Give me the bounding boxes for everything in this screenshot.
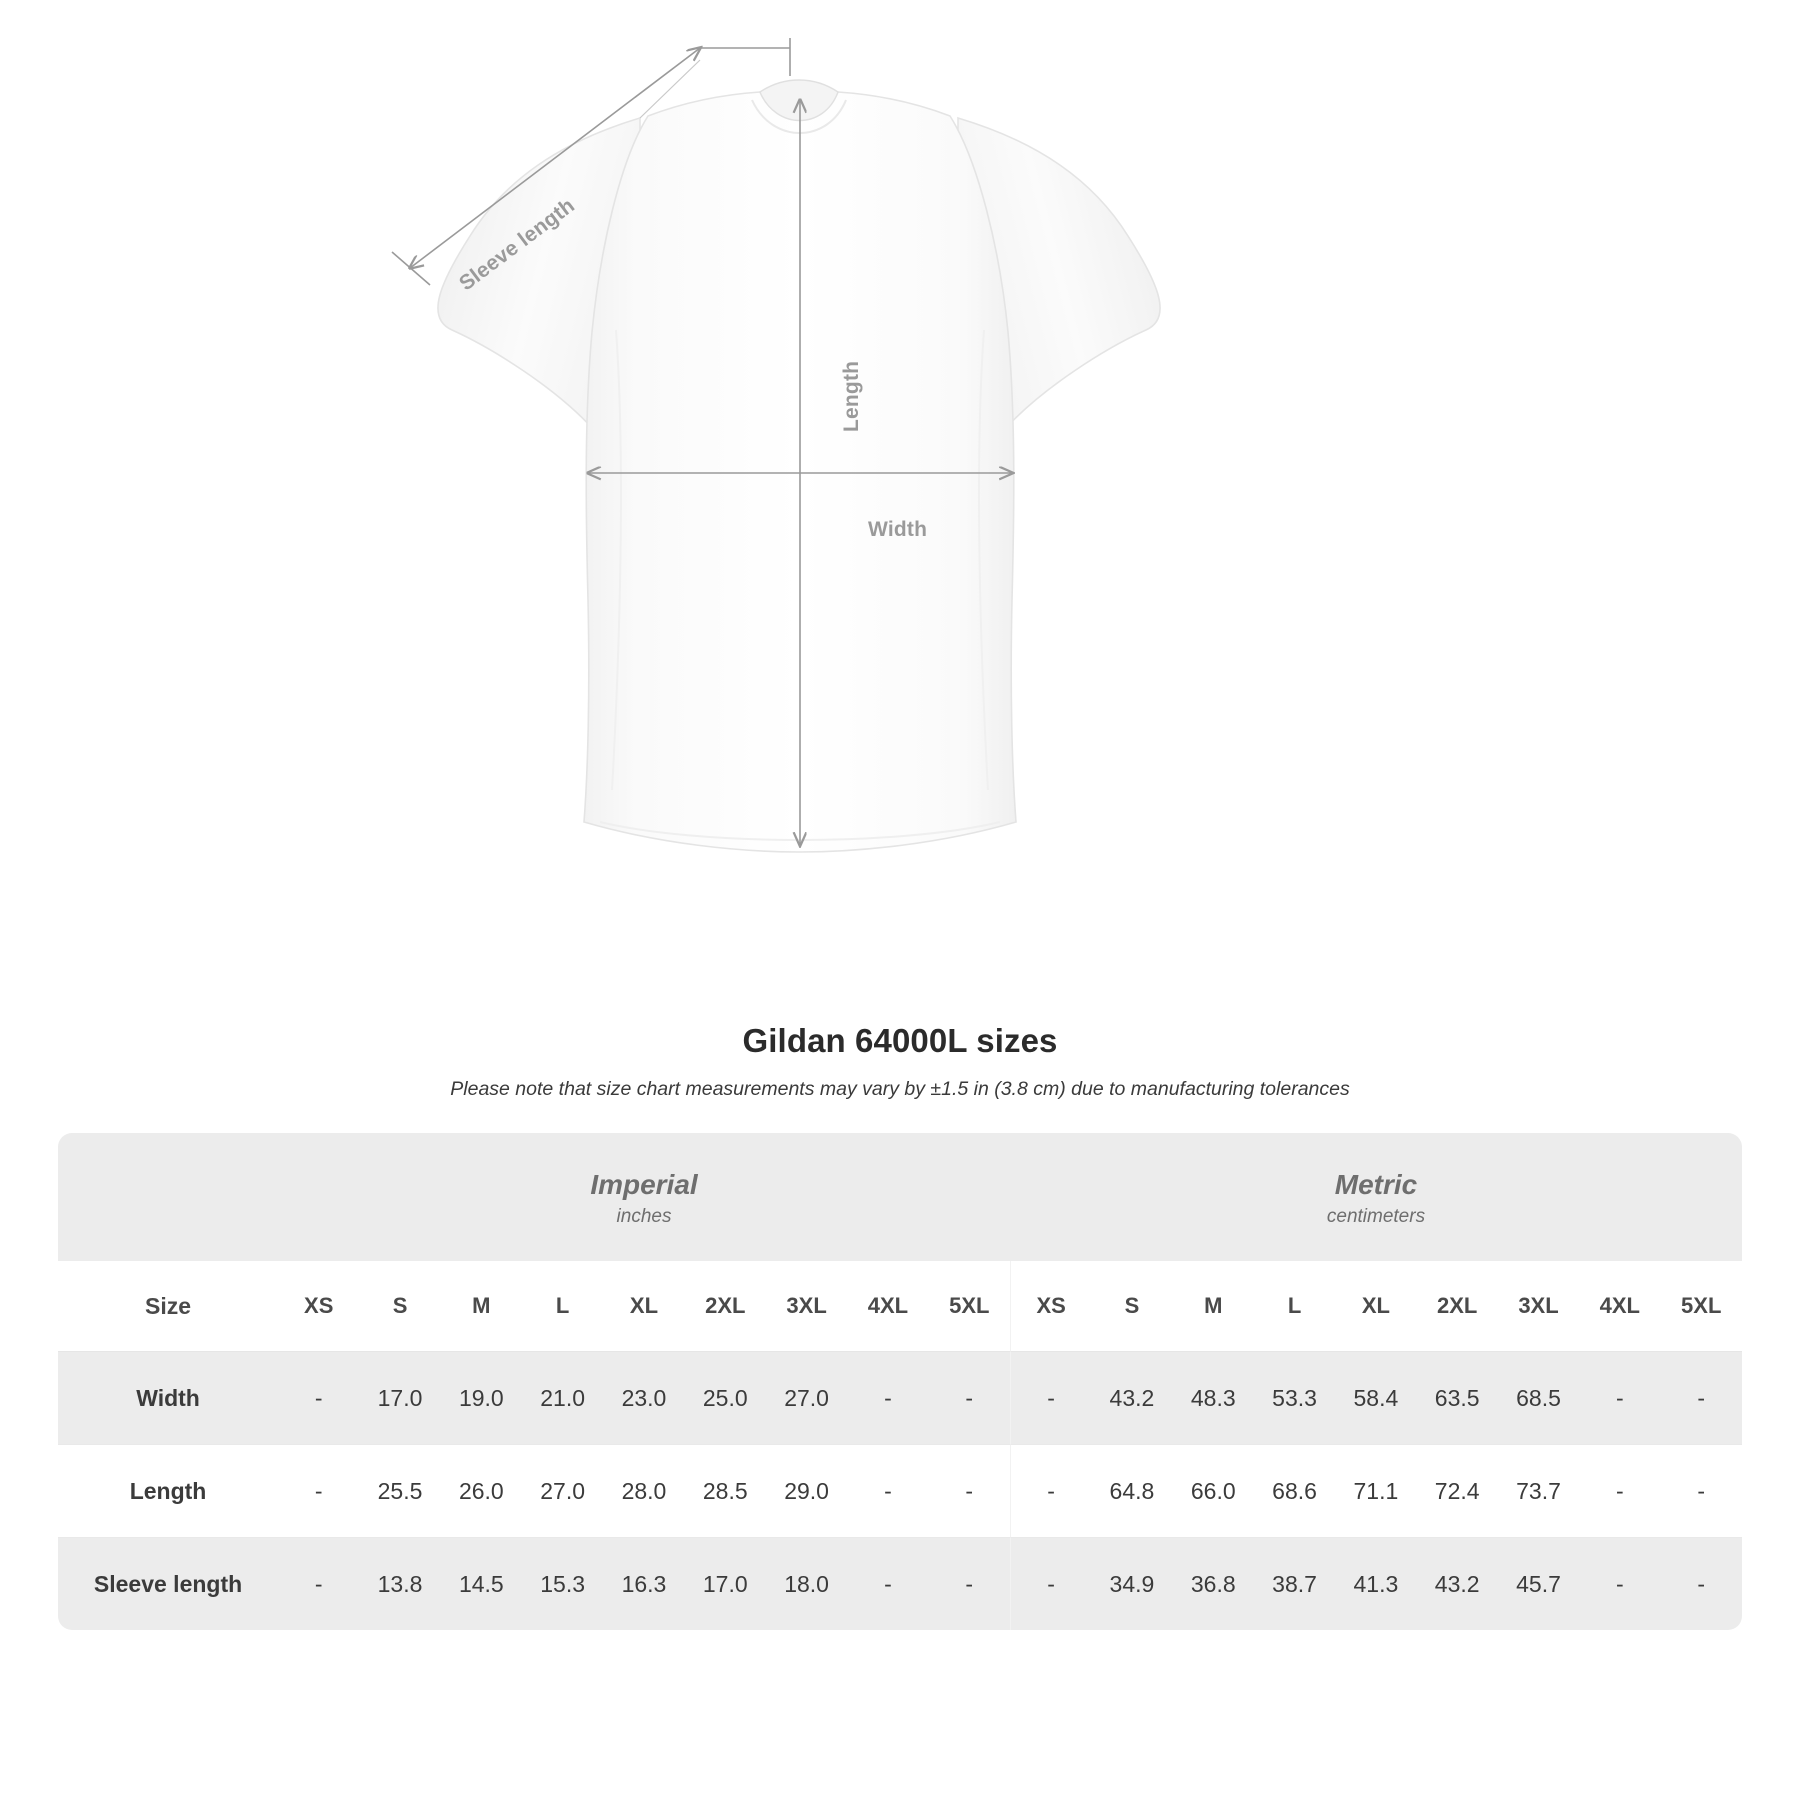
size-column-header: 3XL [766, 1261, 847, 1352]
measurement-cell: - [1579, 1352, 1660, 1445]
size-column-header: 5XL [1660, 1261, 1742, 1352]
length-label: Length [840, 360, 863, 432]
unit-group-name: Metric [1334, 1168, 1418, 1200]
table-row [58, 1538, 1742, 1630]
measurement-cell: 15.3 [522, 1538, 603, 1630]
size-table [58, 1133, 1742, 1630]
row-header: Length [58, 1445, 278, 1538]
measurement-cell: 16.3 [603, 1538, 684, 1630]
measurement-cell: - [1579, 1445, 1660, 1538]
unit-group-sub: inches [616, 1205, 672, 1227]
size-column-header: 3XL [1498, 1261, 1579, 1352]
measurement-cell: - [1660, 1445, 1742, 1538]
unit-group-name: Imperial [590, 1168, 698, 1200]
size-column-header: 5XL [929, 1261, 1010, 1352]
measurement-cell: - [1010, 1352, 1091, 1445]
measurement-cell: 43.2 [1417, 1538, 1498, 1630]
measurement-cell: 21.0 [522, 1352, 603, 1445]
measurement-cell: 58.4 [1335, 1352, 1416, 1445]
measurement-cell: 34.9 [1091, 1538, 1172, 1630]
measurement-cell: - [1660, 1352, 1742, 1445]
size-header-row [58, 1261, 1742, 1352]
size-column-header: 2XL [685, 1261, 766, 1352]
measurement-cell: 27.0 [522, 1445, 603, 1538]
size-column-header: S [1091, 1261, 1172, 1352]
tolerance-note: Please note that size chart measurements may vary by ±1.5 in (3.8 cm) due to manufacturing tolerances [450, 1078, 1350, 1100]
unit-header-row [58, 1133, 1742, 1261]
measurement-cell: - [929, 1445, 1010, 1538]
measurement-cell: 19.0 [441, 1352, 522, 1445]
measurement-cell: 72.4 [1417, 1445, 1498, 1538]
size-column-header: 4XL [1579, 1261, 1660, 1352]
measurement-cell: - [1579, 1538, 1660, 1630]
measurement-cell: 63.5 [1417, 1352, 1498, 1445]
measurement-cell: 43.2 [1091, 1352, 1172, 1445]
measurement-cell: - [1660, 1538, 1742, 1630]
measurement-cell: 64.8 [1091, 1445, 1172, 1538]
measurement-cell: 68.5 [1498, 1352, 1579, 1445]
measurement-cell: - [1010, 1445, 1091, 1538]
table-row [58, 1445, 1742, 1538]
size-column-header: XS [278, 1261, 359, 1352]
measurement-cell: 71.1 [1335, 1445, 1416, 1538]
size-header-label: Size [58, 1261, 278, 1352]
measurement-cell: 26.0 [441, 1445, 522, 1538]
measurement-cell: 66.0 [1173, 1445, 1254, 1538]
measurement-cell: - [278, 1538, 359, 1630]
measurement-cell: 28.0 [603, 1445, 684, 1538]
row-header: Width [58, 1352, 278, 1445]
measurement-cell: 36.8 [1173, 1538, 1254, 1630]
sleeve-length-label: Sleeve length [455, 193, 580, 296]
measurement-cell: 25.0 [685, 1352, 766, 1445]
size-column-header: M [441, 1261, 522, 1352]
measurement-cell: 45.7 [1498, 1538, 1579, 1630]
measurement-cell: 48.3 [1173, 1352, 1254, 1445]
measurement-cell: 13.8 [359, 1538, 440, 1630]
measurement-cell: 41.3 [1335, 1538, 1416, 1630]
title-block [0, 1022, 1800, 1101]
measurement-cell: 68.6 [1254, 1445, 1335, 1538]
measurement-cell: 73.7 [1498, 1445, 1579, 1538]
measurement-cell: 27.0 [766, 1352, 847, 1445]
measurement-cell: - [847, 1445, 928, 1538]
measurement-cell: 38.7 [1254, 1538, 1335, 1630]
size-table-wrap [58, 1133, 1742, 1630]
size-column-header: 2XL [1417, 1261, 1498, 1352]
measurement-cell: - [929, 1352, 1010, 1445]
size-column-header: XS [1010, 1261, 1091, 1352]
measurement-cell: 25.5 [359, 1445, 440, 1538]
width-label: Width [868, 518, 928, 541]
measurement-cell: 17.0 [685, 1538, 766, 1630]
measurement-cell: - [278, 1352, 359, 1445]
row-header: Sleeve length [58, 1538, 278, 1630]
measurement-cell: 17.0 [359, 1352, 440, 1445]
unit-group-imperial [278, 1133, 1010, 1261]
page-title: Gildan 64000L sizes [742, 1022, 1058, 1059]
size-column-header: L [1254, 1261, 1335, 1352]
measurement-cell: 14.5 [441, 1538, 522, 1630]
size-column-header: XL [603, 1261, 684, 1352]
measurement-cell: 29.0 [766, 1445, 847, 1538]
size-column-header: S [359, 1261, 440, 1352]
measurement-cell: 18.0 [766, 1538, 847, 1630]
size-column-header: L [522, 1261, 603, 1352]
unit-header-blank [58, 1133, 278, 1261]
measurement-cell: 23.0 [603, 1352, 684, 1445]
size-column-header: 4XL [847, 1261, 928, 1352]
measurement-cell: 28.5 [685, 1445, 766, 1538]
measurement-cell: - [929, 1538, 1010, 1630]
size-column-header: M [1173, 1261, 1254, 1352]
table-row [58, 1352, 1742, 1445]
measurement-cell: - [847, 1538, 928, 1630]
measurement-cell: - [847, 1352, 928, 1445]
measurement-cell: 53.3 [1254, 1352, 1335, 1445]
tshirt-shape [438, 80, 1160, 852]
unit-group-sub: centimeters [1326, 1205, 1426, 1227]
measurement-cell: - [278, 1445, 359, 1538]
size-column-header: XL [1335, 1261, 1416, 1352]
measurement-cell: - [1010, 1538, 1091, 1630]
unit-group-metric [1010, 1133, 1742, 1261]
